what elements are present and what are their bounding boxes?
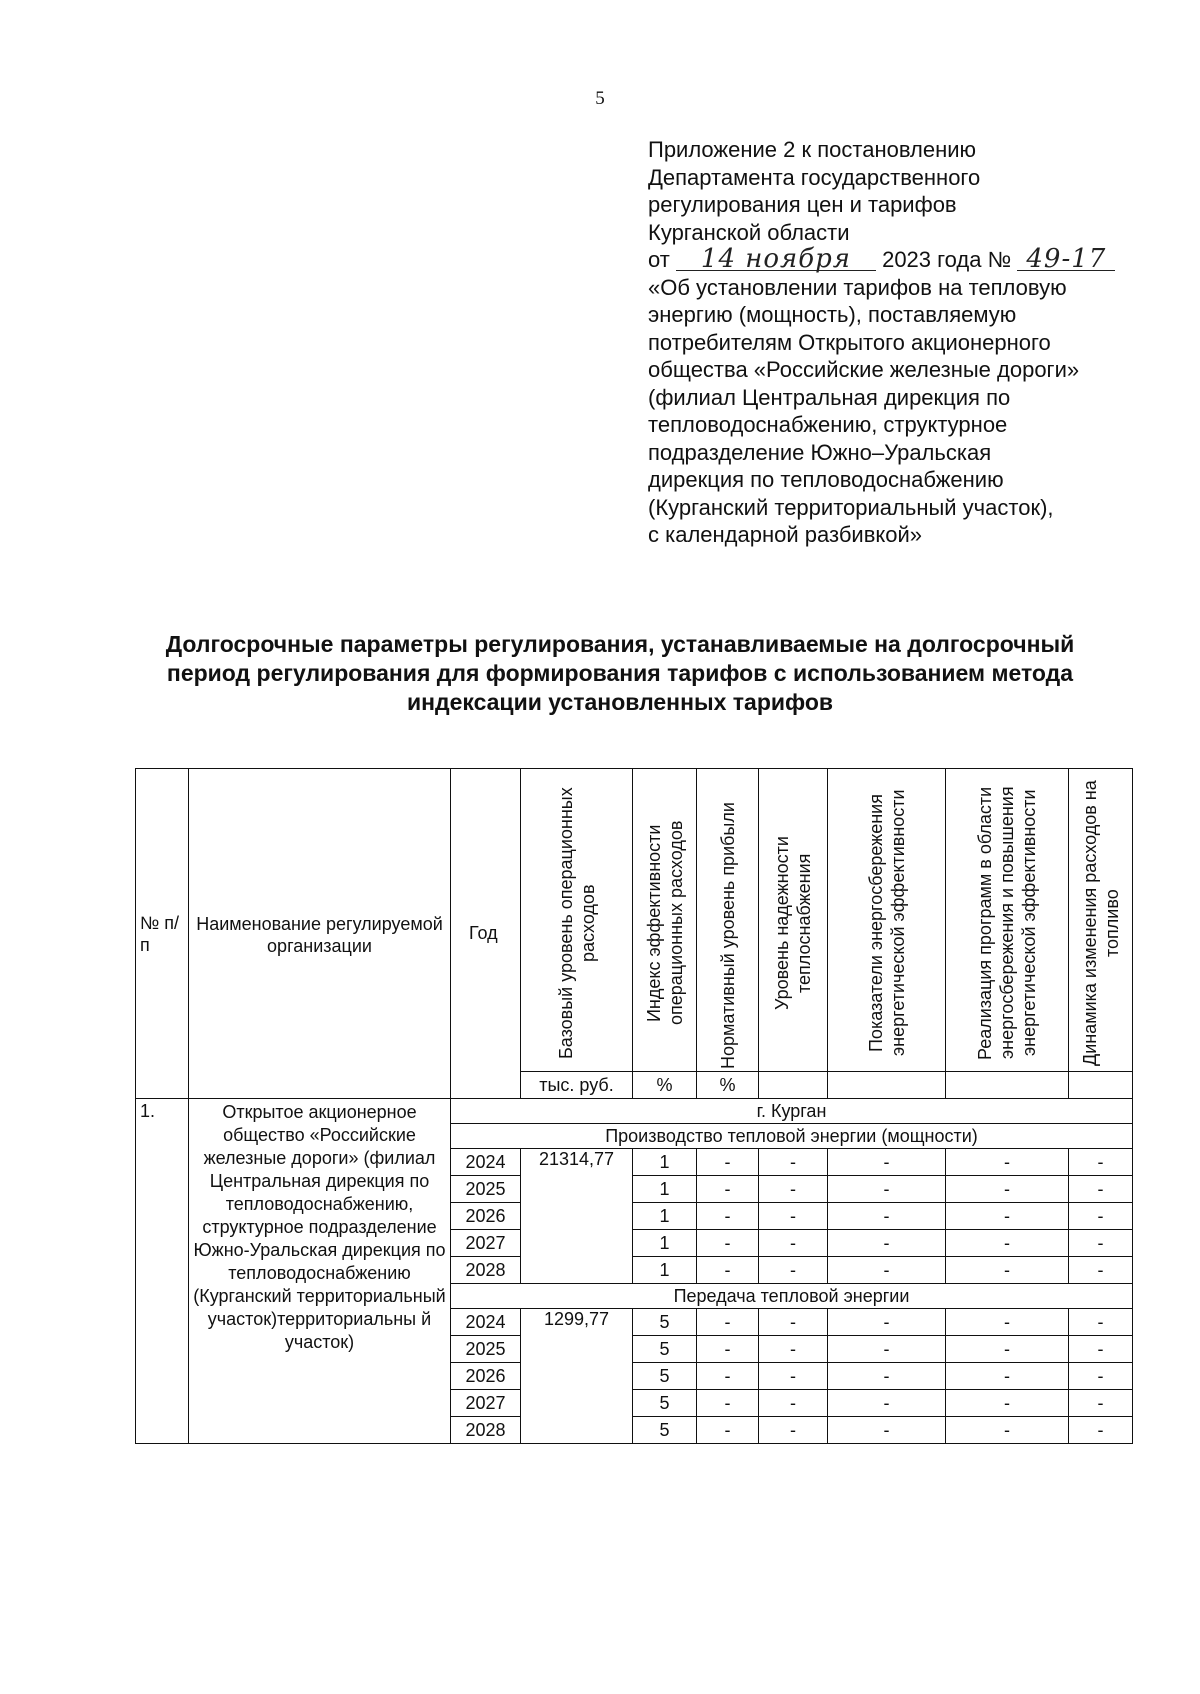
header-base-cost-cell	[521, 769, 633, 1072]
cell-programs: -	[946, 1309, 1069, 1336]
cell-reliability: -	[759, 1363, 828, 1390]
cell-profit: -	[697, 1417, 759, 1444]
header-profit: Нормативный уровень прибыли	[717, 802, 738, 1069]
appendix-about-line: с календарной разбивкой»	[648, 522, 923, 547]
header-base-cost: Базовый уровень операционных расходов	[555, 787, 598, 1059]
header-efficiency-index: Индекс эффективности операционных расходов	[643, 820, 686, 1026]
date-prefix: от	[648, 247, 670, 272]
cell-profit: -	[697, 1309, 759, 1336]
cell-index: 5	[633, 1417, 697, 1444]
appendix-about-line: дирекция по тепловодоснабжению	[648, 467, 1004, 492]
header-programs-cell	[946, 769, 1069, 1072]
header-row	[136, 769, 1133, 1072]
cell-fuel: -	[1069, 1336, 1133, 1363]
header-profit-cell	[697, 769, 759, 1072]
cell-energy: -	[828, 1257, 946, 1284]
cell-year: 2026	[451, 1363, 521, 1390]
cell-index: 1	[633, 1203, 697, 1230]
cell-base-cost: 1299,77	[521, 1309, 633, 1444]
appendix-about-line: «Об установлении тарифов на тепловую	[648, 274, 1067, 300]
cell-energy: -	[828, 1336, 946, 1363]
cell-index: 5	[633, 1363, 697, 1390]
cell-index: 1	[633, 1230, 697, 1257]
cell-reliability: -	[759, 1336, 828, 1363]
header-reliability-cell	[759, 769, 828, 1072]
cell-fuel: -	[1069, 1176, 1133, 1203]
appendix-about-line: общества «Российские железные дороги»	[648, 357, 1080, 382]
cell-fuel: -	[1069, 1390, 1133, 1417]
organization-name: Открытое акционерное общество «Российские железные дороги» (филиал Центральная дирекция по тепловодоснабжению, структурное подразделение Южно-Уральская дирекция по тепловодоснабжению (Курганский территориальный участок)территориальны й участок)	[189, 1099, 451, 1444]
cell-energy: -	[828, 1203, 946, 1230]
page-number: 5	[595, 88, 605, 109]
cell-profit: -	[697, 1336, 759, 1363]
cell-year: 2025	[451, 1176, 521, 1203]
cell-fuel: -	[1069, 1230, 1133, 1257]
cell-index: 5	[633, 1390, 697, 1417]
unit-profit: %	[697, 1072, 759, 1099]
cell-profit: -	[697, 1390, 759, 1417]
city-name: г. Курган	[451, 1099, 1133, 1124]
appendix-about-line: потребителям Открытого акционерного	[648, 329, 1051, 355]
cell-profit: -	[697, 1363, 759, 1390]
cell-programs: -	[946, 1257, 1069, 1284]
unit-empty	[828, 1072, 946, 1099]
appendix-block	[648, 136, 1168, 549]
cell-fuel: -	[1069, 1309, 1133, 1336]
unit-empty	[759, 1072, 828, 1099]
cell-fuel: -	[1069, 1417, 1133, 1444]
title-line: Долгосрочные параметры регулирования, устанавливаемые на долгосрочный	[165, 631, 1075, 657]
unit-base-cost: тыс. руб.	[521, 1072, 633, 1099]
header-num: № п/п	[136, 769, 189, 1099]
unit-empty	[946, 1072, 1069, 1099]
appendix-about-line: подразделение Южно–Уральская	[648, 439, 992, 465]
year-text: 2023 года №	[882, 247, 1012, 272]
unit-efficiency: %	[633, 1072, 697, 1099]
cell-energy: -	[828, 1230, 946, 1257]
row-number: 1.	[136, 1099, 189, 1444]
cell-reliability: -	[759, 1203, 828, 1230]
cell-programs: -	[946, 1230, 1069, 1257]
cell-programs: -	[946, 1390, 1069, 1417]
cell-fuel: -	[1069, 1203, 1133, 1230]
cell-reliability: -	[759, 1176, 828, 1203]
appendix-date-line	[648, 246, 1168, 274]
header-fuel: Динамика изменения расходов на топливо	[1079, 780, 1122, 1066]
cell-energy: -	[828, 1363, 946, 1390]
cell-reliability: -	[759, 1309, 828, 1336]
cell-reliability: -	[759, 1257, 828, 1284]
cell-energy: -	[828, 1417, 946, 1444]
document-title	[120, 630, 1120, 717]
cell-reliability: -	[759, 1390, 828, 1417]
title-line: индексации установленных тарифов	[406, 689, 834, 715]
appendix-line: Курганской области	[648, 219, 850, 245]
cell-profit: -	[697, 1230, 759, 1257]
cell-energy: -	[828, 1149, 946, 1176]
header-programs: Реализация программ в области энергосбережения и повышения энергетической эффективности	[975, 786, 1039, 1060]
section-title: Передача тепловой энергии	[451, 1284, 1133, 1309]
appendix-about-line: энергию (мощность), поставляемую	[648, 302, 1017, 327]
unit-empty	[1069, 1072, 1133, 1099]
header-energy-cell	[828, 769, 946, 1072]
city-row	[136, 1099, 1133, 1124]
cell-year: 2026	[451, 1203, 521, 1230]
cell-profit: -	[697, 1176, 759, 1203]
appendix-about-line: (Курганский территориальный участок),	[648, 494, 1054, 520]
appendix-line: Департамента государственного	[648, 164, 981, 190]
title-line: период регулирования для формирования тарифов с использованием метода	[166, 660, 1074, 686]
cell-year: 2025	[451, 1336, 521, 1363]
cell-programs: -	[946, 1336, 1069, 1363]
cell-programs: -	[946, 1149, 1069, 1176]
cell-programs: -	[946, 1176, 1069, 1203]
cell-year: 2028	[451, 1257, 521, 1284]
appendix-about-line: тепловодоснабжению, структурное	[648, 412, 1008, 437]
cell-programs: -	[946, 1417, 1069, 1444]
cell-index: 5	[633, 1309, 697, 1336]
cell-base-cost: 21314,77	[521, 1149, 633, 1284]
header-efficiency-cell	[633, 769, 697, 1072]
cell-index: 1	[633, 1149, 697, 1176]
cell-year: 2027	[451, 1230, 521, 1257]
cell-year: 2024	[451, 1309, 521, 1336]
appendix-line: регулирования цен и тарифов	[648, 192, 957, 217]
cell-energy: -	[828, 1309, 946, 1336]
cell-reliability: -	[759, 1417, 828, 1444]
cell-year: 2024	[451, 1149, 521, 1176]
cell-energy: -	[828, 1176, 946, 1203]
section-title: Производство тепловой энергии (мощности)	[451, 1124, 1133, 1149]
cell-reliability: -	[759, 1149, 828, 1176]
handwritten-date: 14 ноября	[676, 248, 876, 271]
header-fuel-cell	[1069, 769, 1133, 1072]
cell-profit: -	[697, 1257, 759, 1284]
cell-year: 2028	[451, 1417, 521, 1444]
cell-reliability: -	[759, 1230, 828, 1257]
cell-profit: -	[697, 1149, 759, 1176]
cell-year: 2027	[451, 1390, 521, 1417]
cell-profit: -	[697, 1203, 759, 1230]
cell-index: 5	[633, 1336, 697, 1363]
cell-programs: -	[946, 1203, 1069, 1230]
cell-index: 1	[633, 1176, 697, 1203]
handwritten-number: 49-17	[1017, 248, 1115, 271]
header-year: Год	[451, 769, 521, 1099]
parameters-table	[135, 768, 1133, 1444]
cell-index: 1	[633, 1257, 697, 1284]
header-reliability: Уровень надежности теплоснабжения	[772, 836, 814, 1010]
cell-fuel: -	[1069, 1363, 1133, 1390]
header-org: Наименование регулируемой организации	[189, 769, 451, 1099]
cell-energy: -	[828, 1390, 946, 1417]
cell-fuel: -	[1069, 1257, 1133, 1284]
header-energy-saving: Показатели энергосбережения энергетической эффективности	[865, 789, 908, 1057]
cell-programs: -	[946, 1363, 1069, 1390]
appendix-about-line: (филиал Центральная дирекция по	[648, 384, 1011, 410]
appendix-line: Приложение 2 к постановлению	[648, 137, 977, 162]
cell-fuel: -	[1069, 1149, 1133, 1176]
